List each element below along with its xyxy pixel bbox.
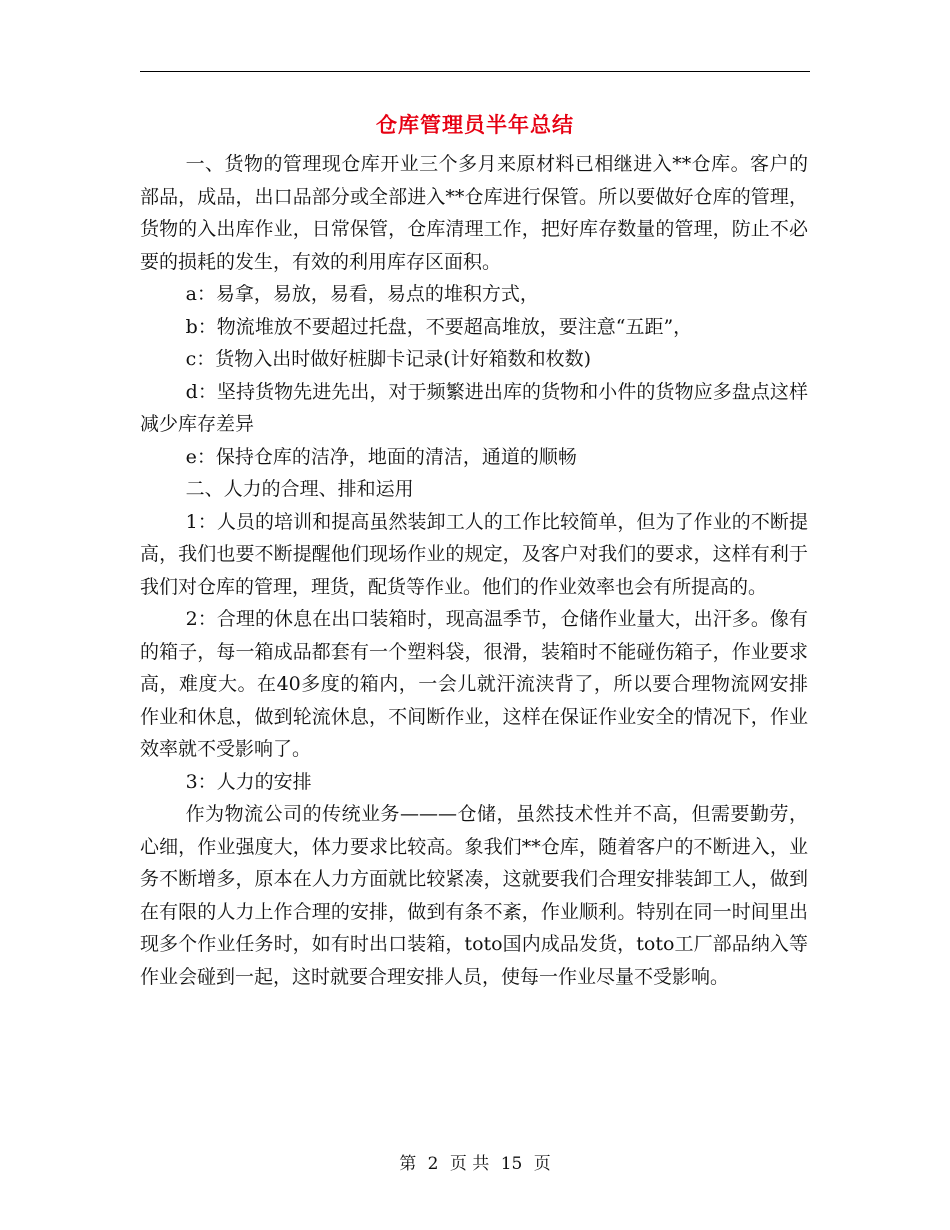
paragraph-rest: 2：合理的休息在出口装箱时，现高温季节，仓储作业量大，出汗多。像有的箱子，每一箱成品都套有一个塑料袋，很滑，装箱时不能碰伤箱子，作业要求高，难度大。在40多度的箱内，一会儿就汗流浃背了，所以要合理物流网安排作业和休息，做到轮流休息，不间断作业，这样在保证作业安全的情况下，作业效率就不受影响了。 (140, 608, 808, 760)
subheading-manpower-arrangement: 3：人力的安排 (185, 770, 312, 793)
total-page-count: 15 (500, 1154, 523, 1174)
footer-prefix: 第 (399, 1154, 417, 1174)
list-item-c: c：货物入出时做好桩脚卡记录(计好箱数和枚数) (185, 348, 592, 370)
paragraph-arrangement: 作为物流公司的传统业务———仓储，虽然技术性并不高，但需要勤劳，心细，作业强度大，体力要求比较高。象我们**仓库，随着客户的不断进入，业务不断增多，原本在人力方面就比较紧凑，这就要我们合理安排装卸工人，做到在有限的人力上作合理的安排，做到有条不紊，作业顺利。特别在同一时间里出现多个作业任务时，如有时出口装箱，toto国内成品发货，toto工厂部品纳入等作业会碰到一起，这时就要合理安排人员，使每一作业尽量不受影响。 (140, 803, 808, 988)
page-footer (140, 1152, 810, 1176)
header-rule (140, 71, 810, 72)
list-item-e: e：保持仓库的洁净，地面的清洁，通道的顺畅 (185, 445, 577, 468)
document-body (140, 148, 808, 993)
section-heading-manpower: 二、人力的合理、排和运用 (185, 478, 414, 500)
current-page-number: 2 (427, 1154, 439, 1174)
paragraph-goods-management: 一、货物的管理现仓库开业三个多月来原材料已相继进入**仓库。客户的部品，成品，出口品部分或全部进入**仓库进行保管。所以要做好仓库的管理，货物的入出库作业，日常保管，仓库清理工作，把好库存数量的管理，防止不必要的损耗的发生，有效的利用库存区面积。 (140, 153, 808, 273)
list-item-d: d：坚持货物先进先出，对于频繁进出库的货物和小件的货物应多盘点这样减少库存差异 (140, 380, 808, 435)
document-title: 仓库管理员半年总结 (376, 112, 574, 137)
list-item-b: b：物流堆放不要超过托盘，不要超高堆放，要注意“五距”， (185, 315, 693, 338)
footer-suffix: 页 (533, 1154, 551, 1174)
footer-middle: 页 共 (449, 1154, 490, 1174)
paragraph-training: 1：人员的培训和提高虽然装卸工人的工作比较简单，但为了作业的不断提高，我们也要不断提醒他们现场作业的规定，及客户对我们的要求，这样有利于我们对仓库的管理，理货，配货等作业。他们的作业效率也会有所提高的。 (140, 510, 808, 598)
list-item-a: a：易拿，易放，易看，易点的堆积方式， (185, 283, 539, 305)
